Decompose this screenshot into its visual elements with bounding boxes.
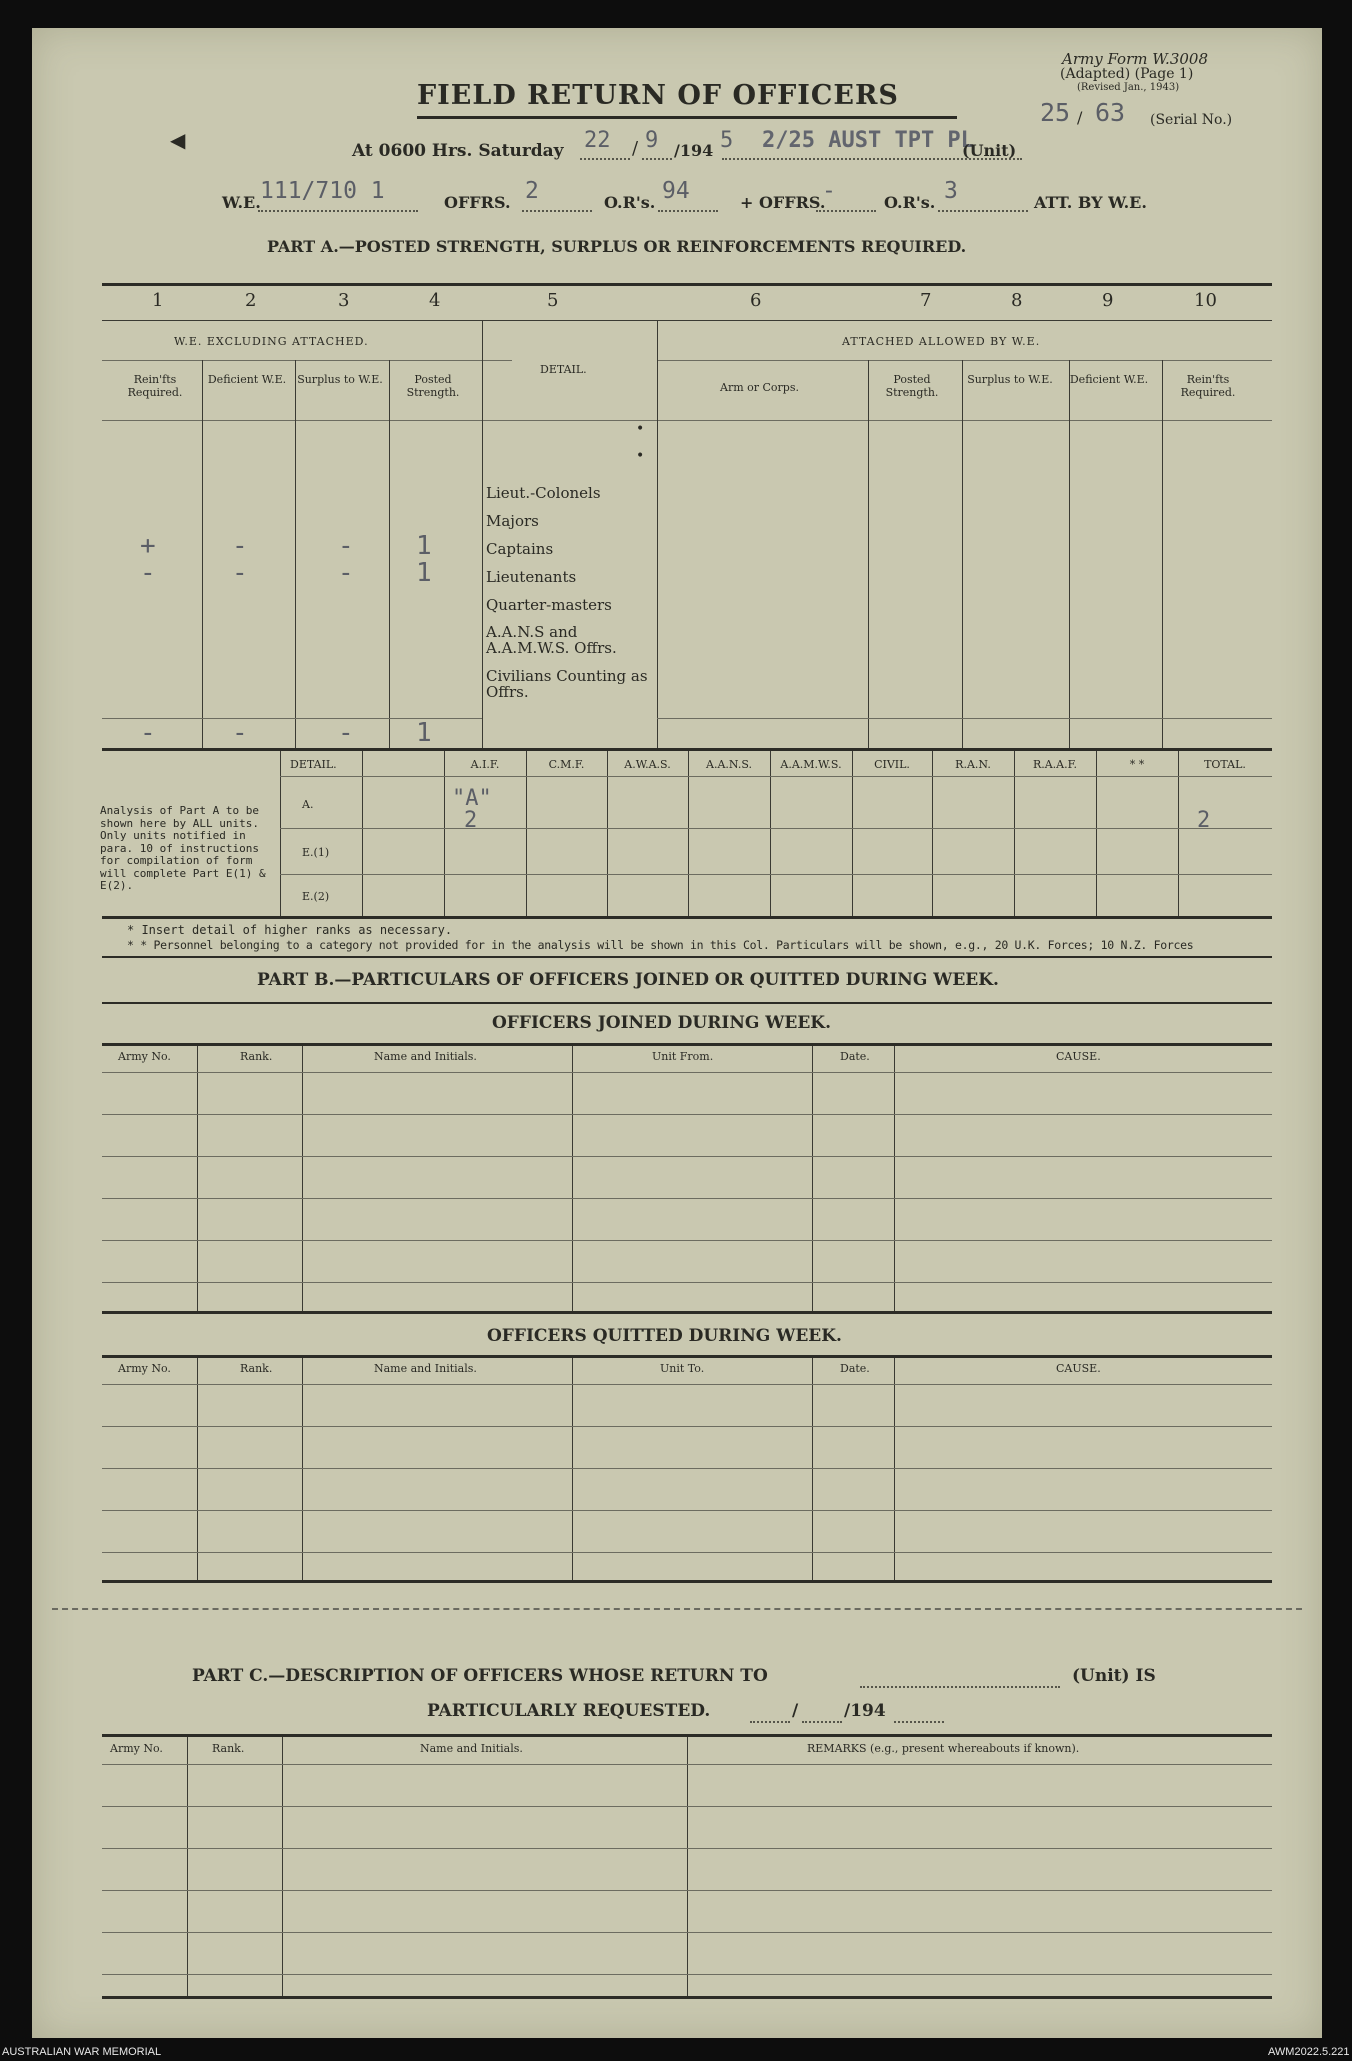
quitted-col-cause: CAUSE. [1056,1362,1101,1375]
reinfts-required-header: Rein'fts Required. [127,373,183,399]
rank-lieutenants: Lieutenants [486,568,577,586]
offrs-value: 2 [525,178,539,204]
rank-civilians: Civilians Counting as Offrs. [486,667,648,701]
quitted-heading: OFFICERS QUITTED DURING WEEK. [487,1326,842,1346]
rank-quartermasters: Quarter-masters [486,596,612,614]
year-prefix: /194 [674,141,714,160]
lieutenants-deficient: - [232,558,248,588]
col-num-9: 9 [1102,290,1114,311]
rank-captains: Captains [486,540,554,558]
lieutenants-surplus: - [338,558,354,588]
part-a-heading: PART A.—POSTED STRENGTH, SURPLUS OR REINFORCEMENTS REQUIRED. [267,237,967,256]
analysis-total-header: TOTAL. [1204,758,1246,771]
part-b-heading: PART B.—PARTICULARS OF OFFICERS JOINED OR QUITTED DURING WEEK. [257,970,999,990]
aif-class-value: "A" [452,786,492,811]
col-num-5: 5 [547,290,559,311]
rank-lieut-colonels: Lieut.-Colonels [486,484,601,502]
col-num-10: 10 [1194,290,1217,311]
adapted-label: (Adapted) (Page 1) [1060,66,1194,82]
plus-offrs-label: + OFFRS. [740,193,826,212]
joined-col-unit-from: Unit From. [652,1050,714,1063]
offrs-label: OFFRS. [444,193,511,212]
col-num-3: 3 [338,290,350,311]
analysis-awas-header: A.W.A.S. [624,758,671,771]
detail-header: DETAIL. [540,363,587,376]
form-page: Army Form W.3008 (Adapted) (Page 1) (Revised Jan., 1943) 25 / 63 (Serial No.) FIELD RETURN OF OFFICERS ◀ At 0600 Hrs. Saturday 22 / 9 /194 5 2/25 AUST TPT PL (Unit) W.E. 111/710 1 OFFRS. 2 O.R's. 94 + OFFRS. - O.R's. 3 ATT. BY W.E. PART A.—POSTED STRENGTH, SURPLUS OR REINFORCEMENTS REQUIRED. 1 2 3 4 5 6 7 8 9 10 W.E. EXCLUDING ATTACHED. ATTACHED ALLOWED BY W.E. DETAIL. Arm or Corps. Rein'fts Required. Deficient W.E. Surplus to W.E. Posted Strength. Posted Strength. Surplus to W.E. Deficient W.E. Rein'fts Required. • • Lieut.-Colonels Majors Captains Lieutenants Quarter-masters A.A.N.S and A.A.M.W.S. Offrs. Civilians Counting as Offrs. + - - 1 - - - 1 - - - 1 Analysis of Part A to be shown here by ALL units. Only units notified in para. 10 of instructions for compilation of form will complete Part E(1) & E(2). DETAIL. A.I.F. C.M.F. A.W.A.S. A.A.N.S. A.A.M.W.S. CIVIL. R.A.N. R.A.A.F. * * TOTAL. A. E.(1) E.(2) "A" 2 2 * Insert detail of higher ranks as necessary. * * Personnel belonging to a category not provided for in the analysis will be shown in this Col. Particulars will be shown, e.g., 20 U.K. Forces; 10 N.Z. Forces PART B.—PARTICULARS OF OFFICERS JOINED OR QUITTED DURING WEEK. OFFICERS JOINED DURING WEEK. Army No. Rank. Name and Initials. Unit From. Date. CAUSE. OFFICERS QUITTED DURING WEEK. Army No. Rank. Name and Initials. Unit To. Date. CAUSE. PART C.—DESCRIPTION OF OFFICERS WHOSE RETURN TO (Unit) IS PARTICULARLY REQUESTED. / /194 Army No. Rank. Name and Initials. REMARKS (e.g., present whereabouts if known). [32,28,1322,2038]
analysis-aans-header: A.A.N.S. [706,758,752,771]
lieutenants-posted: 1 [416,558,432,588]
footnote-1: * Insert detail of higher ranks as necessary. [127,923,453,937]
col-num-7: 7 [920,290,932,311]
analysis-cmf-header: C.M.F. [548,758,585,771]
surplus-we-header: Surplus to W.E. [297,373,383,386]
quitted-col-unit-to: Unit To. [660,1362,705,1375]
part-c-col-remarks: REMARKS (e.g., present whereabouts if known). [807,1742,1080,1755]
serial-value: 25 [1040,98,1071,127]
part-c-heading: PART C.—DESCRIPTION OF OFFICERS WHOSE RETURN TO [192,1666,768,1686]
part-c-unit-label: (Unit) IS [1072,1666,1156,1686]
joined-col-name: Name and Initials. [374,1050,477,1063]
captains-surplus: - [338,531,354,561]
part-c-year: /194 [844,1701,886,1721]
posted-strength-header: Posted Strength. [406,373,460,399]
analysis-raaf-header: R.A.A.F. [1032,758,1078,771]
total-posted: 1 [416,718,432,748]
attached-header: ATTACHED ALLOWED BY W.E. [842,335,1041,348]
ors-label: O.R's. [604,193,656,212]
col-num-1: 1 [152,290,164,311]
joined-col-date: Date. [840,1050,870,1063]
rank-aans: A.A.N.S and A.A.M.W.S. Offrs. [486,623,617,657]
unit-label: (Unit) [962,141,1017,160]
deficient-we-header: Deficient W.E. [207,373,287,386]
arm-or-corps-header: Arm or Corps. [720,381,799,394]
army-form-label: Army Form W.3008 [1062,50,1208,68]
part-c-date-sep: / [792,1701,799,1721]
analysis-aamws-header: A.A.M.W.S. [780,758,842,771]
revised-label: (Revised Jan., 1943) [1077,82,1180,93]
quitted-col-rank: Rank. [240,1362,273,1375]
total-surplus: - [338,718,354,748]
total-deficient: - [232,718,248,748]
total-value: 2 [1197,808,1211,833]
serial-value-2: 63 [1095,98,1126,127]
att-reinfts-header: Rein'fts Required. [1180,373,1236,399]
we-excluding-header: W.E. EXCLUDING ATTACHED. [174,335,369,348]
analysis-note: Analysis of Part A to be shown here by ALL units. Only units notified in para. 10 of instructions for compilation of form will complete Part E(1) & E(2). [100,804,266,892]
att-posted-strength-header: Posted Strength. [885,373,939,399]
we-value: 111/710 1 [260,178,385,204]
unit-stamp: 2/25 AUST TPT PL [762,128,974,153]
rank-majors: Majors [486,512,539,530]
total-reinfts: - [140,718,156,748]
lieutenants-reinfts: - [140,558,156,588]
joined-col-rank: Rank. [240,1050,273,1063]
year-digit: 5 [720,128,734,153]
analysis-row-e2: E.(2) [302,890,330,903]
footer-left: AUSTRALIAN WAR MEMORIAL [2,2046,162,2058]
analysis-civil-header: CIVIL. [874,758,910,771]
captains-posted: 1 [416,531,432,561]
att-label: ATT. BY W.E. [1034,193,1147,212]
col-num-8: 8 [1011,290,1023,311]
footnote-2: * * Personnel belonging to a category not provided for in the analysis will be shown in this Col. Particulars will be shown, e.g., 20 U.K. Forces; 10 N.Z. Forces [127,938,1194,952]
joined-heading: OFFICERS JOINED DURING WEEK. [492,1013,831,1033]
joined-col-army-no: Army No. [118,1050,171,1063]
analysis-row-a: A. [302,798,314,811]
part-c-col-name: Name and Initials. [420,1742,523,1755]
day-value: 22 [584,128,611,153]
analysis-row-e1: E.(1) [302,846,330,859]
col-num-6: 6 [750,290,762,311]
at-label: At 0600 Hrs. Saturday [352,141,564,161]
quitted-col-date: Date. [840,1362,870,1375]
analysis-detail-header: DETAIL. [290,758,337,771]
part-c-col-rank: Rank. [212,1742,245,1755]
ors2-value: 3 [944,178,958,204]
ors2-label: O.R's. [884,193,936,212]
col-num-4: 4 [429,290,441,311]
plus-offrs-value: - [822,178,836,204]
analysis-other-header: * * [1129,758,1145,771]
arrow-icon: ◀ [170,128,186,152]
part-c-heading-2: PARTICULARLY REQUESTED. [427,1701,711,1721]
ors-value: 94 [662,178,690,204]
quitted-col-army-no: Army No. [118,1362,171,1375]
quitted-col-name: Name and Initials. [374,1362,477,1375]
joined-col-cause: CAUSE. [1056,1050,1101,1063]
captains-deficient: - [232,531,248,561]
captains-reinfts: + [140,531,156,561]
analysis-ran-header: R.A.N. [955,758,991,771]
serial-label: (Serial No.) [1150,112,1233,128]
col-num-2: 2 [245,290,257,311]
part-c-col-army-no: Army No. [110,1742,163,1755]
att-deficient-header: Deficient W.E. [1069,373,1149,386]
footer-right: AWM2022.5.221 [1268,2046,1350,2058]
analysis-aif-header: A.I.F. [470,758,500,771]
we-label: W.E. [222,193,261,212]
form-title: FIELD RETURN OF OFFICERS [417,80,899,111]
aif-value: 2 [464,808,478,833]
att-surplus-header: Surplus to W.E. [967,373,1053,386]
month-value: 9 [645,128,659,153]
